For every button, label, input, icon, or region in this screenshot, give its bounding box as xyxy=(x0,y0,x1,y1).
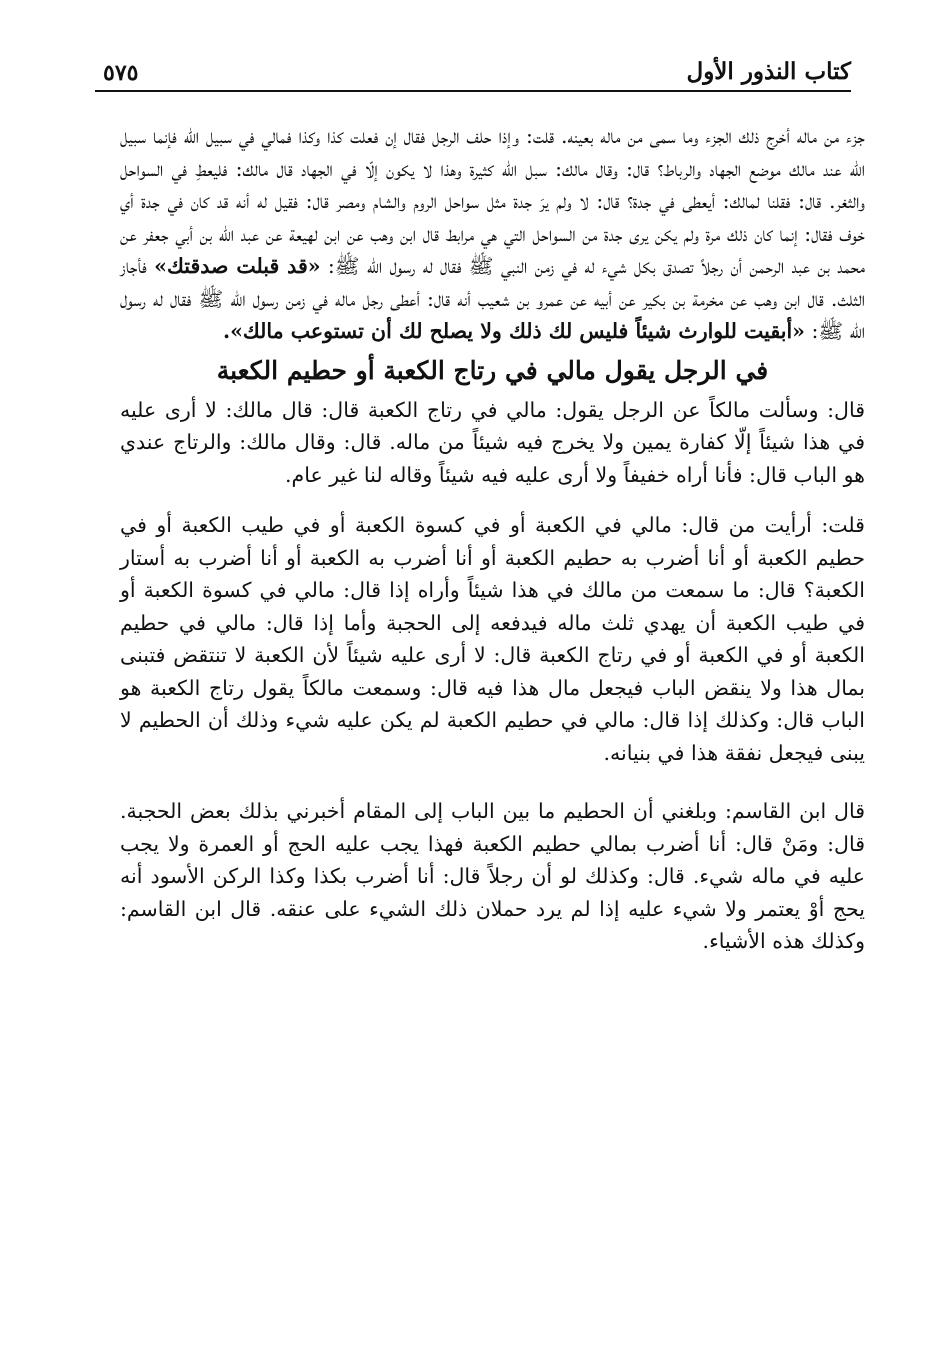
section-heading: في الرجل يقول مالي في رتاج الكعبة أو حطيم الكعبة xyxy=(216,355,769,385)
paragraph-1-text-a: جزء من ماله أخرج ذلك الجزء وما سمى من ماله بعينه. قلت: وإذا حلف الرجل فقال إن فعلت كذا وكذا فمالي في سبيل الله فإنما سبيل الله عند مالك موضع الجهاد والرباط؟ قال: وقال مالك: سبل الله كثيرة وهذا لا يكون إلّا في الجهاد قال مالك: فليعطِ في السواحل والثغر. قال: فقلنا لمالك: أيعطى في جدة؟ قال: لا ولم يرَ جدة مثل سواحل الروم والشام ومصر قال: فقيل له أنه قد كان في جدة أي خوف فقال: إنما كان ذلك مرة ولم يكن يرى جدة من السواحل التي هي مرابط قال ابن وهب عن ابن لهيعة عن عبد الله بن أبي جعفر عن محمد بن عبد الرحمن أن رجلاً تصدق بكل شيء له في زمن النبي ﷺ فقال له رسول الله ﷺ: xyxy=(120,124,865,278)
paragraph-1-text-b: فأجاز الثلث. قال ابن وهب عن مخرمة بن بكير عن أبيه عن عمرو بن شعيب أنه قال: أعطى رجل ماله في زمن رسول الله ﷺ فقال له رسول الله ﷺ: xyxy=(120,254,865,343)
page-body xyxy=(120,120,865,958)
page-number: ٥٧٥ xyxy=(103,60,139,86)
hadith-quote-1: «قد قبلت صدقتك» xyxy=(154,254,321,278)
paragraph-1 xyxy=(120,120,865,348)
book-title: كتاب النذور الأول xyxy=(686,58,851,85)
hadith-quote-2: «أبقيت للوارث شيئاً فليس لك ذلك ولا يصلح لك أن تستوعب مالك». xyxy=(222,319,805,343)
paragraph-4: قال ابن القاسم: وبلغني أن الحطيم ما بين الباب إلى المقام أخبرني بذلك بعض الحجبة. قال: ومَنْ قال: أنا أضرب بمالي حطيم الكعبة فهذا يجب عليه الحج أو العمرة ولا يجب عليه في ماله شيء. قال: وكذلك لو أن رجلاً قال: أنا أضرب بكذا وكذا الركن الأسود أنه يحج أوْ يعتمر ولا شيء عليه إذا لم يرد حملان ذلك الشيء على عنقه. قال ابن القاسم: وكذلك هذه الأشياء. xyxy=(120,799,865,953)
paragraph-3: قلت: أرأيت من قال: مالي في الكعبة أو في كسوة الكعبة أو في طيب الكعبة أو في حطيم الكعبة أو أنا أضرب به حطيم الكعبة أو أنا أضرب به الكعبة أو أنا أضرب به أستار الكعبة؟ قال: ما سمعت من مالك في هذا شيئاً وأراه إذا قال: مالي في كسوة الكعبة أو في طيب الكعبة أن يهدي ثلث ماله فيدفعه إلى الحجبة وأما إذا قال: مالي في حطيم الكعبة أو في الكعبة أو في رتاج الكعبة قال: لا أرى عليه شيئاً لأن الكعبة لا تنتقض فتبنى بمال هذا ولا ينقض الباب فيجعل مال هذا فيه قال: وسمعت مالكاً يقول رتاج الكعبة هو الباب قال: وكذلك إذا قال: مالي في حطيم الكعبة لم يكن عليه شيء وذلك أن الحطيم لا يبنى فيجعل نفقة هذا في بنيانه. xyxy=(120,513,865,765)
paragraph-2: قال: وسألت مالكاً عن الرجل يقول: مالي في رتاج الكعبة قال: قال مالك: لا أرى عليه في هذا شيئاً إلّا كفارة يمين ولا يخرج فيه شيئاً من ماله. قال: وقال مالك: والرتاج عندي هو الباب قال: فأنا أراه خفيفاً ولا أرى عليه فيه شيئاً وقاله لنا غير عام. xyxy=(120,397,865,487)
page-header xyxy=(95,58,851,92)
